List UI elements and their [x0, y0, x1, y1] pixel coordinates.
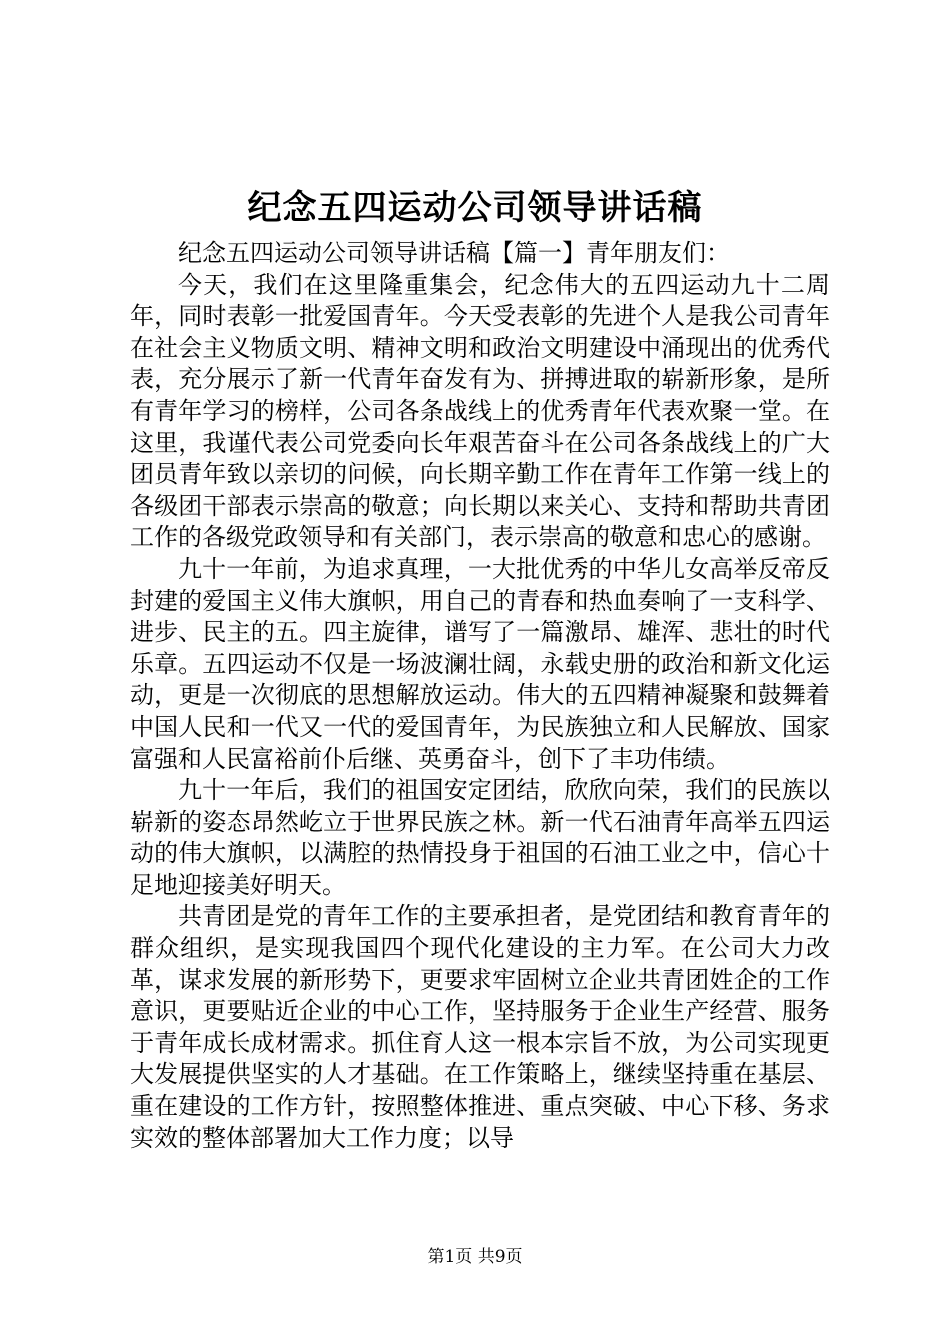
paragraph: 今天，我们在这里隆重集会，纪念伟大的五四运动九十二周年，同时表彰一批爱国青年。今天受表彰的先进个人是我公司青年在社会主义物质文明、精神文明和政治文明建设中涌现出的优秀代表，充分展示了新一代青年奋发有为、拼搏进取的崭新形象，是所有青年学习的榜样，公司各条战线上的优秀青年代表欢聚一堂。在这里，我谨代表公司党委向长年艰苦奋斗在公司各条战线上的广大团员青年致以亲切的问候，向长期辛勤工作在青年工作第一线上的各级团干部表示崇高的敬意；向长期以来关心、支持和帮助共青团工作的各级党政领导和有关部门，表示崇高的敬意和忠心的感谢。 [130, 270, 830, 552]
paragraph: 共青团是党的青年工作的主要承担者，是党团结和教育青年的群众组织，是实现我国四个现代化建设的主力军。在公司大力改革，谋求发展的新形势下，更要求牢固树立企业共青团姓企的工作意识，更要贴近企业的中心工作，坚持服务于企业生产经营、服务于青年成长成材需求。抓住育人这一根本宗旨不放，为公司实现更大发展提供坚实的人才基础。在工作策略上，继续坚持重在基层、重在建设的工作方针，按照整体推进、重点突破、中心下移、务求实效的整体部署加大工作力度；以导 [130, 902, 830, 1152]
paragraph-intro: 纪念五四运动公司领导讲话稿【篇一】青年朋友们： [178, 239, 730, 267]
document-body [130, 238, 830, 1154]
document-title: 纪念五四运动公司领导讲话稿 [247, 188, 703, 228]
page-footer: 第1页 共9页 [427, 1247, 523, 1267]
paragraph: 九十一年前，为追求真理，一大批优秀的中华儿女高举反帝反封建的爱国主义伟大旗帜，用自己的青春和热血奏响了一支科学、进步、民主的五。四主旋律，谱写了一篇激昂、雄浑、悲壮的时代乐章。五四运动不仅是一场波澜壮阔，永载史册的政治和新文化运动，更是一次彻底的思想解放运动。伟大的五四精神凝聚和鼓舞着中国人民和一代又一代的爱国青年，为民族独立和人民解放、国家富强和人民富裕前仆后继、英勇奋斗，创下了丰功伟绩。 [130, 554, 830, 773]
paragraph: 九十一年后，我们的祖国安定团结，欣欣向荣，我们的民族以崭新的姿态昂然屹立于世界民族之林。新一代石油青年高举五四运动的伟大旗帜，以满腔的热情投身于祖国的石油工业之中，信心十足地迎接美好明天。 [130, 776, 830, 899]
